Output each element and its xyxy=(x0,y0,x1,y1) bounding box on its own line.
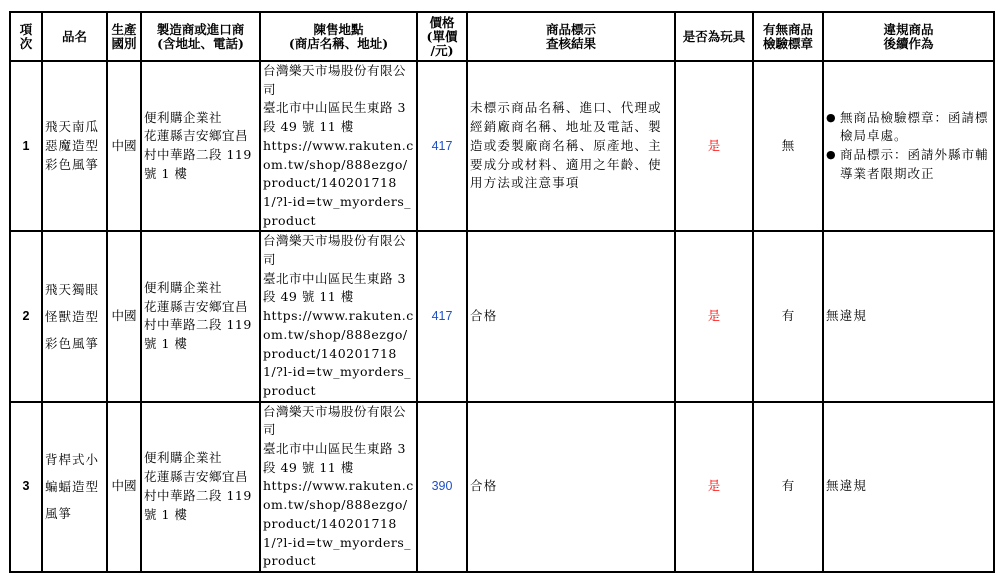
is-toy-cell: 是 xyxy=(675,231,753,401)
follow-up-cell xyxy=(823,61,994,231)
label-check-cell: 合格 xyxy=(467,402,675,572)
store-cell: 台灣樂天市場股份有限公司 臺北市中山區民生東路 3 段 49 號 11 樓 https://www.rakuten.com.tw/shop/888ezgo/product/1402017181/?l-id=tw_myorders_product xyxy=(260,61,417,231)
header-item-no: 項 次 xyxy=(10,12,42,61)
product-name-cell: 背桿式小蝙蝠造型風箏 xyxy=(42,402,107,572)
inspection-results-table xyxy=(9,11,995,573)
header-product-name: 品名 xyxy=(42,12,107,61)
follow-up-cell: 無違規 xyxy=(823,402,994,572)
follow-up-item: ● 無商品檢驗標章：函請標檢局卓處。 xyxy=(826,109,989,144)
product-name-cell: 飛天南瓜惡魔造型彩色風箏 xyxy=(42,61,107,231)
table-row xyxy=(10,231,994,401)
manufacturer-cell: 便利購企業社 花蓮縣吉安鄉宜昌村中華路二段 119 號 1 樓 xyxy=(141,231,260,401)
store-cell: 台灣樂天市場股份有限公司 臺北市中山區民生東路 3 段 49 號 11 樓 https://www.rakuten.com.tw/shop/888ezgo/product/1402017181/?l-id=tw_myorders_product xyxy=(260,402,417,572)
follow-up-cell: 無違規 xyxy=(823,231,994,401)
inspection-mark-cell: 無 xyxy=(753,61,823,231)
item-no-cell: 1 xyxy=(10,61,42,231)
follow-up-item: ● 商品標示：函請外縣市輔導業者限期改正 xyxy=(826,147,989,181)
manufacturer-cell: 便利購企業社 花蓮縣吉安鄉宜昌村中華路二段 119 號 1 樓 xyxy=(141,402,260,572)
origin-cell: 中國 xyxy=(107,231,141,401)
header-row xyxy=(10,12,994,61)
price-cell: 390 xyxy=(417,402,467,572)
inspection-mark-cell: 有 xyxy=(753,231,823,401)
header-follow-up: 違規商品 後續作為 xyxy=(823,12,994,61)
label-check-cell: 未標示商品名稱、進口、代理或經銷廠商名稱、地址及電話、製造或委製廠商名稱、原產地、主要成分或材料、適用之年齡、使用方法或注意事項 xyxy=(467,61,675,231)
header-inspection-mark: 有無商品 檢驗標章 xyxy=(753,12,823,61)
follow-up-list xyxy=(826,109,991,184)
item-no-cell: 2 xyxy=(10,231,42,401)
table-row xyxy=(10,402,994,572)
item-no-cell: 3 xyxy=(10,402,42,572)
header-store: 陳售地點 (商店名稱、地址) xyxy=(260,12,417,61)
bullet-icon: ● xyxy=(826,110,837,124)
inspection-mark-cell: 有 xyxy=(753,402,823,572)
origin-cell: 中國 xyxy=(107,61,141,231)
header-price: 價格 (單價 /元) xyxy=(417,12,467,61)
header-label-check: 商品標示 查核結果 xyxy=(467,12,675,61)
table-row xyxy=(10,61,994,231)
header-is-toy: 是否為玩具 xyxy=(675,12,753,61)
price-cell: 417 xyxy=(417,231,467,401)
header-origin: 生產 國別 xyxy=(107,12,141,61)
is-toy-cell: 是 xyxy=(675,402,753,572)
product-name-cell: 飛天獨眼怪獸造型彩色風箏 xyxy=(42,231,107,401)
store-cell: 台灣樂天市場股份有限公司 臺北市中山區民生東路 3 段 49 號 11 樓 https://www.rakuten.com.tw/shop/888ezgo/product/1402017181/?l-id=tw_myorders_product xyxy=(260,231,417,401)
header-manufacturer: 製造商或進口商 (含地址、電話) xyxy=(141,12,260,61)
label-check-cell: 合格 xyxy=(467,231,675,401)
price-cell: 417 xyxy=(417,61,467,231)
origin-cell: 中國 xyxy=(107,402,141,572)
is-toy-cell: 是 xyxy=(675,61,753,231)
bullet-icon: ● xyxy=(826,148,837,162)
manufacturer-cell: 便利購企業社 花蓮縣吉安鄉宜昌村中華路二段 119 號 1 樓 xyxy=(141,61,260,231)
